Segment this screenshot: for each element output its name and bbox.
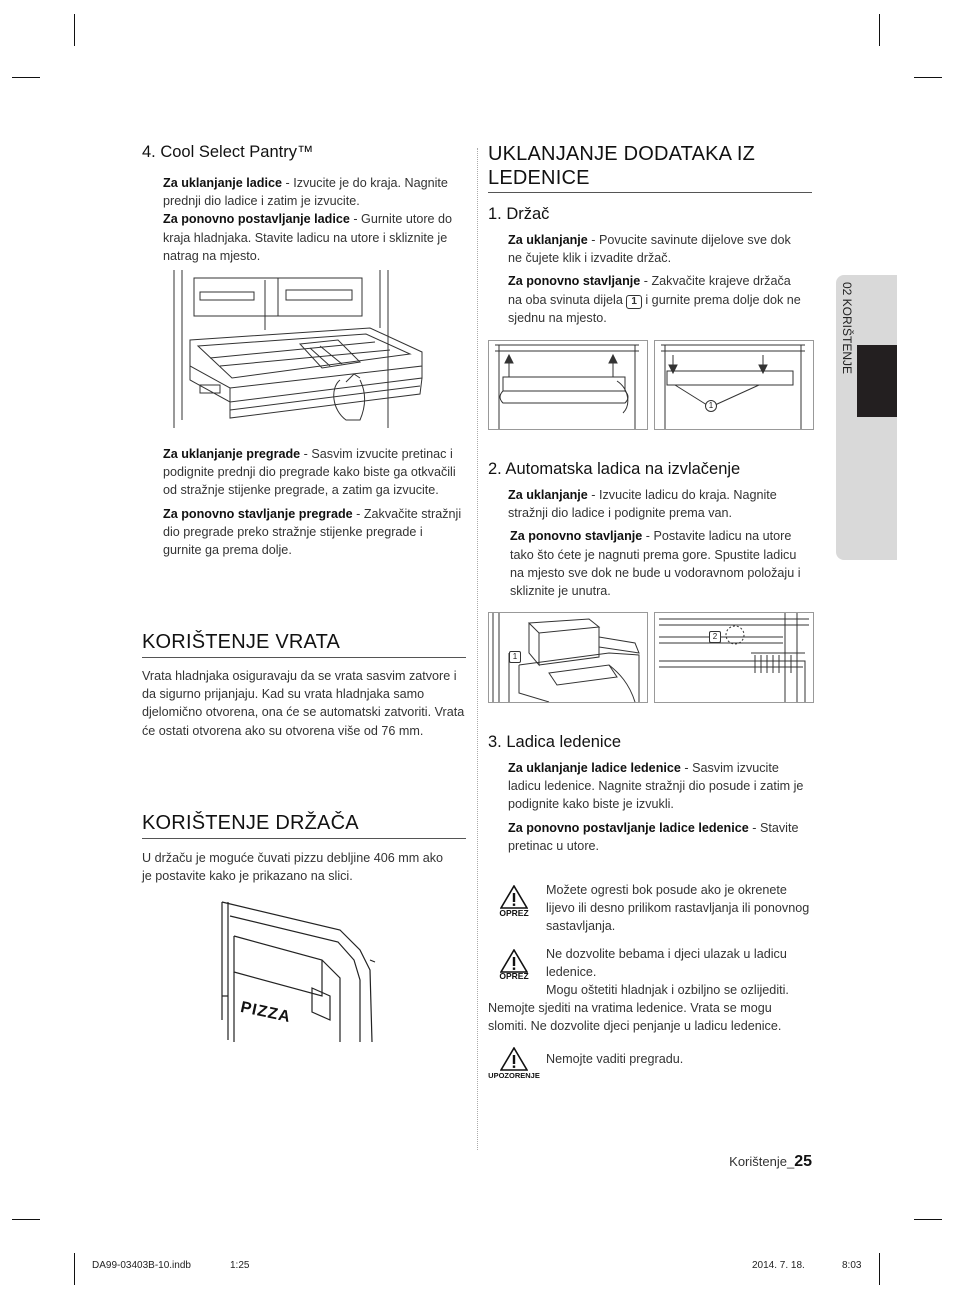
right-heading-rule <box>488 192 812 193</box>
s3-install-text <box>508 819 808 855</box>
crop-mark <box>879 1253 880 1285</box>
caution-text-1 <box>546 881 811 936</box>
right-heading <box>488 142 755 190</box>
crop-mark <box>12 77 40 78</box>
column-divider <box>477 148 478 1150</box>
side-tab-marker <box>857 345 897 417</box>
s1-remove-desc: - Povucite savinute dijelove sve dok ne čujete klik i izvadite držač. <box>508 233 791 266</box>
right-heading-line1: UKLANJANJE DODATAKA IZ <box>488 143 756 165</box>
s1-figure-install <box>654 340 814 430</box>
s2-figure-callout-a: 1 <box>509 651 521 663</box>
s2-remove-desc: - Izvucite ladicu do kraja. Nagnite stražnji dio ladice i podignite prema van. <box>508 488 777 521</box>
divider-remove-text <box>163 445 463 500</box>
s3-title: 3. Ladica ledenice <box>488 733 622 751</box>
pantry-remove-bold: Za uklanjanje ladice <box>163 176 282 190</box>
s3-install-bold: Za ponovno postavljanje ladice ledenice <box>508 820 749 835</box>
s2-figure-rail-drawing <box>655 613 813 702</box>
drzac-text: U držaču je moguće čuvati pizzu debljine 406 mm ako je postavite kako je prikazano na slici. <box>142 851 444 884</box>
vrata-body <box>142 667 466 740</box>
divider-remove-desc: - Sasvim izvucite pretinac i podignite prednji dio pregrade kako biste ga otkvačili od stražnje stijenke pregrade, a zatim ga izvucite. <box>163 447 456 498</box>
divider-remove-bold: Za uklanjanje pregrade <box>163 447 301 461</box>
crop-mark <box>914 77 942 78</box>
pantry-drawer-illustration <box>170 270 432 428</box>
caution-text-2a <box>546 945 811 981</box>
pantry-remove-desc: - Izvucite je do kraja. Nagnite prednji dio ladice i zatim je izvucite. <box>163 176 448 209</box>
s2-figure-rail <box>654 612 814 703</box>
s1-install-bold: Za ponovno stavljanje <box>508 274 641 289</box>
right-heading-line2: LEDENICE <box>488 167 590 189</box>
s1-figure-callout: 1 <box>705 400 717 412</box>
vrata-text: Vrata hladnjaka osiguravaju da se vrata sasvim zatvore i da sigurno prijanjaju. Kad su vrata hladnjaka samo djelomično otvorena, ona će se automatski zatvoriti. Vrata će ostati otvorena ako su otvorena više od 76 mm. <box>142 669 465 738</box>
s3-install-desc: - Stavite pretinac u utore. <box>508 820 799 853</box>
crop-mark <box>12 1219 40 1220</box>
s2-install-bold: Za ponovno stavljanje <box>510 529 643 544</box>
print-file: DA99-03403B-10.indb <box>92 1260 191 1271</box>
s3-remove-bold: Za uklanjanje ladice ledenice <box>508 761 681 775</box>
crop-mark <box>879 14 880 46</box>
caution-label: OPREZ <box>499 908 529 918</box>
caution-text-1-body: Možete ogresti bok posude ako je okrenete lijevo ili desno prilikom rastavljanja ili ponovnog sastavljanja. <box>546 883 810 934</box>
pizza-label: PIZZA <box>238 998 293 1027</box>
s1-body <box>508 231 808 327</box>
page-number: 25 <box>794 1153 812 1170</box>
caution-label: OPREZ <box>499 971 529 981</box>
side-tab-label: 02 KORIŠTENJE <box>840 282 854 375</box>
s1-figure-remove-drawing <box>489 341 647 429</box>
s2-install-desc: - Postavite ladicu na utore tako što ćete je nagnuti prema gore. Spustite ladicu na mjesto sve dok ne bude u vodoravnom položaju i skliznite je unutra. <box>510 529 801 599</box>
s1-remove-text <box>508 231 808 267</box>
s2-body <box>508 486 808 600</box>
caution-icon-shape <box>500 885 528 909</box>
vrata-rule <box>142 657 466 658</box>
crop-mark <box>74 1253 75 1285</box>
s2-remove-text <box>508 486 808 522</box>
crop-mark <box>914 1219 942 1220</box>
warning-icon <box>500 1047 528 1071</box>
s2-title: 2. Automatska ladica na izvlačenje <box>488 460 741 478</box>
s2-remove-bold: Za uklanjanje <box>508 488 588 502</box>
s1-install-text <box>508 272 808 327</box>
s2-install-text <box>508 527 808 600</box>
warning-label: UPOZORENJE <box>488 1071 540 1080</box>
s1-install-num: 1 <box>626 295 642 309</box>
page-footer <box>700 1153 812 1171</box>
s2-figure-callout-b: 2 <box>709 631 721 643</box>
pantry-drawer-drawing <box>170 270 432 428</box>
s1-figure-install-drawing <box>655 341 813 429</box>
pantry-install-text <box>163 210 463 265</box>
drzac-heading: KORIŠTENJE DRŽAČA <box>142 812 359 834</box>
crop-mark <box>74 14 75 46</box>
drzac-body <box>142 849 447 885</box>
s2-figure-drawer <box>488 612 648 703</box>
print-date: 2014. 7. 18. <box>752 1260 805 1271</box>
pantry-block-1 <box>163 174 463 265</box>
pizza-holder-drawing <box>220 900 380 1042</box>
warning-text <box>546 1050 811 1068</box>
s1-title: 1. Držač <box>488 205 550 223</box>
pantry-remove-text <box>163 174 463 210</box>
caution-icon <box>500 949 528 973</box>
s3-remove-desc: - Sasvim izvucite ladicu ledenice. Nagnite stražnji dio posude i zatim je podignite kako biste je izvukli. <box>508 761 804 812</box>
divider-install-text <box>163 505 463 560</box>
s1-install-desc-a: - Zakvačite krajeve držača na oba svinuta dijela <box>508 274 791 307</box>
caution-text-2a-body: Ne dozvolite bebama i djeci ulazak u ladicu ledenice. <box>546 947 787 980</box>
pantry-block-2 <box>163 445 463 559</box>
s1-install-desc-b: i gurnite prema dolje dok ne sjednu na mjesto. <box>508 292 801 325</box>
pantry-title: 4. Cool Select Pantry™ <box>142 143 314 161</box>
caution-text-2b <box>488 981 811 1036</box>
side-tab-label-wrap <box>838 282 856 402</box>
caution-icon <box>500 885 528 909</box>
s3-body <box>508 759 808 855</box>
drzac-rule <box>142 838 466 839</box>
vrata-heading: KORIŠTENJE VRATA <box>142 631 341 653</box>
s3-remove-text <box>508 759 808 814</box>
s1-figure-remove <box>488 340 648 430</box>
caution-icon-shape <box>500 949 528 973</box>
warning-icon-shape <box>500 1047 528 1071</box>
divider-install-desc: - Zakvačite stražnji dio pregrade preko stražnje stijenke pregrade i gurnite ga prema dolje. <box>163 506 462 558</box>
warning-text-body: Nemojte vaditi pregradu. <box>546 1052 684 1066</box>
pantry-install-desc: - Gurnite utore do kraja hladnjaka. Stavite ladicu na utore i skliznite je natrag na mjesto. <box>163 212 453 263</box>
caution-text-2b-body: Mogu oštetiti hladnjak i ozbiljno se ozlijediti. Nemojte sjediti na vratima ledenice. Vrata se mogu slomiti. Ne dozvolite djeci penjanje u ladicu ledenice. <box>488 983 789 1034</box>
divider-install-bold: Za ponovno stavljanje pregrade <box>163 506 353 521</box>
pantry-install-bold: Za ponovno postavljanje ladice <box>163 212 350 227</box>
print-page: 1:25 <box>230 1260 250 1271</box>
print-time: 8:03 <box>842 1260 862 1271</box>
pizza-holder-illustration <box>220 900 380 1042</box>
s1-remove-bold: Za uklanjanje <box>508 233 588 247</box>
page-footer-label: Korištenje_ <box>729 1154 795 1169</box>
